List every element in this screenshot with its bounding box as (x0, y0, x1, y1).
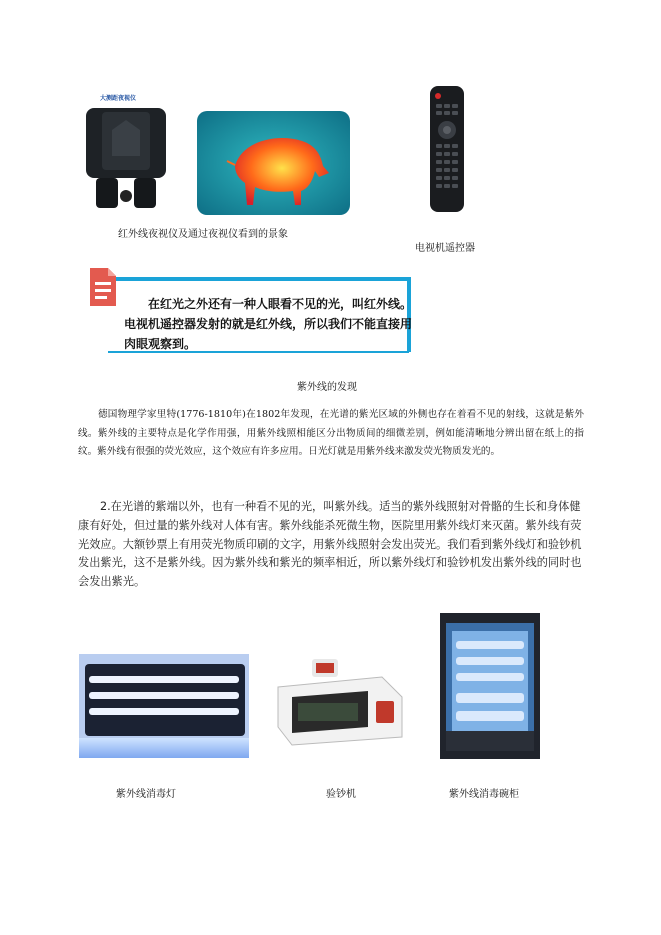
callout-line-3: 肉眼观察到。 (124, 337, 197, 351)
device-label: 大测距夜视仪 (100, 95, 137, 102)
money-checker-image (272, 657, 408, 751)
document-icon (88, 266, 118, 308)
callout-text (124, 294, 424, 354)
night-vision-device-image (82, 90, 172, 215)
uv-lamp-caption: 紫外线消毒灯 (116, 789, 176, 800)
cabinet-caption: 紫外线消毒碗柜 (449, 789, 519, 800)
callout-line-1: 在红光之外还有一种人眼看不见的光，叫红外线。 (148, 297, 413, 311)
thermal-image (197, 111, 350, 215)
remote-caption: 电视机遥控器 (415, 243, 475, 254)
night-vision-caption: 红外线夜视仪及通过夜视仪看到的景象 (118, 229, 288, 240)
remote-control-image (428, 86, 466, 214)
uv-cabinet-image (440, 613, 540, 759)
money-checker-caption: 验钞机 (326, 789, 356, 800)
callout-line-2: 电视机遥控器发射的就是红外线，所以我们不能直接用 (124, 317, 413, 331)
paragraph-uv: 2.在光谱的紫端以外，也有一种看不见的光，叫紫外线。适当的紫外线照射对骨骼的生长和身体健康有好处，但过量的紫外线对人体有害。紫外线能杀死微生物，医院里用紫外线灯来灭菌。紫外线有荧光效应。大额钞票上有用荧光物质印刷的文字，用紫外线照射会发出荧光。我们看到紫外线灯和验钞机发出紫光，这不是紫外线。因为紫外线和紫光的频率相近，所以紫外线灯和验钞机发出紫外线的同时也会发出紫光。 (78, 500, 582, 589)
section-title: 紫外线的发现 (297, 382, 357, 393)
paragraph-ritter: 德国物理学家里特(1776-1810年)在1802年发现，在光谱的紫光区域的外侧也存在着看不见的射线，这就是紫外线。紫外线的主要特点是化学作用强，用紫外线照相能区分出物质间的细微差别，例如能清晰地分辨出留在纸上的指纹。紫外线有很强的荧光效应，这个效应有许多应用。日光灯就是用紫外线来激发荧光物质发光的。 (78, 409, 584, 458)
uv-lamp-image (79, 654, 249, 758)
